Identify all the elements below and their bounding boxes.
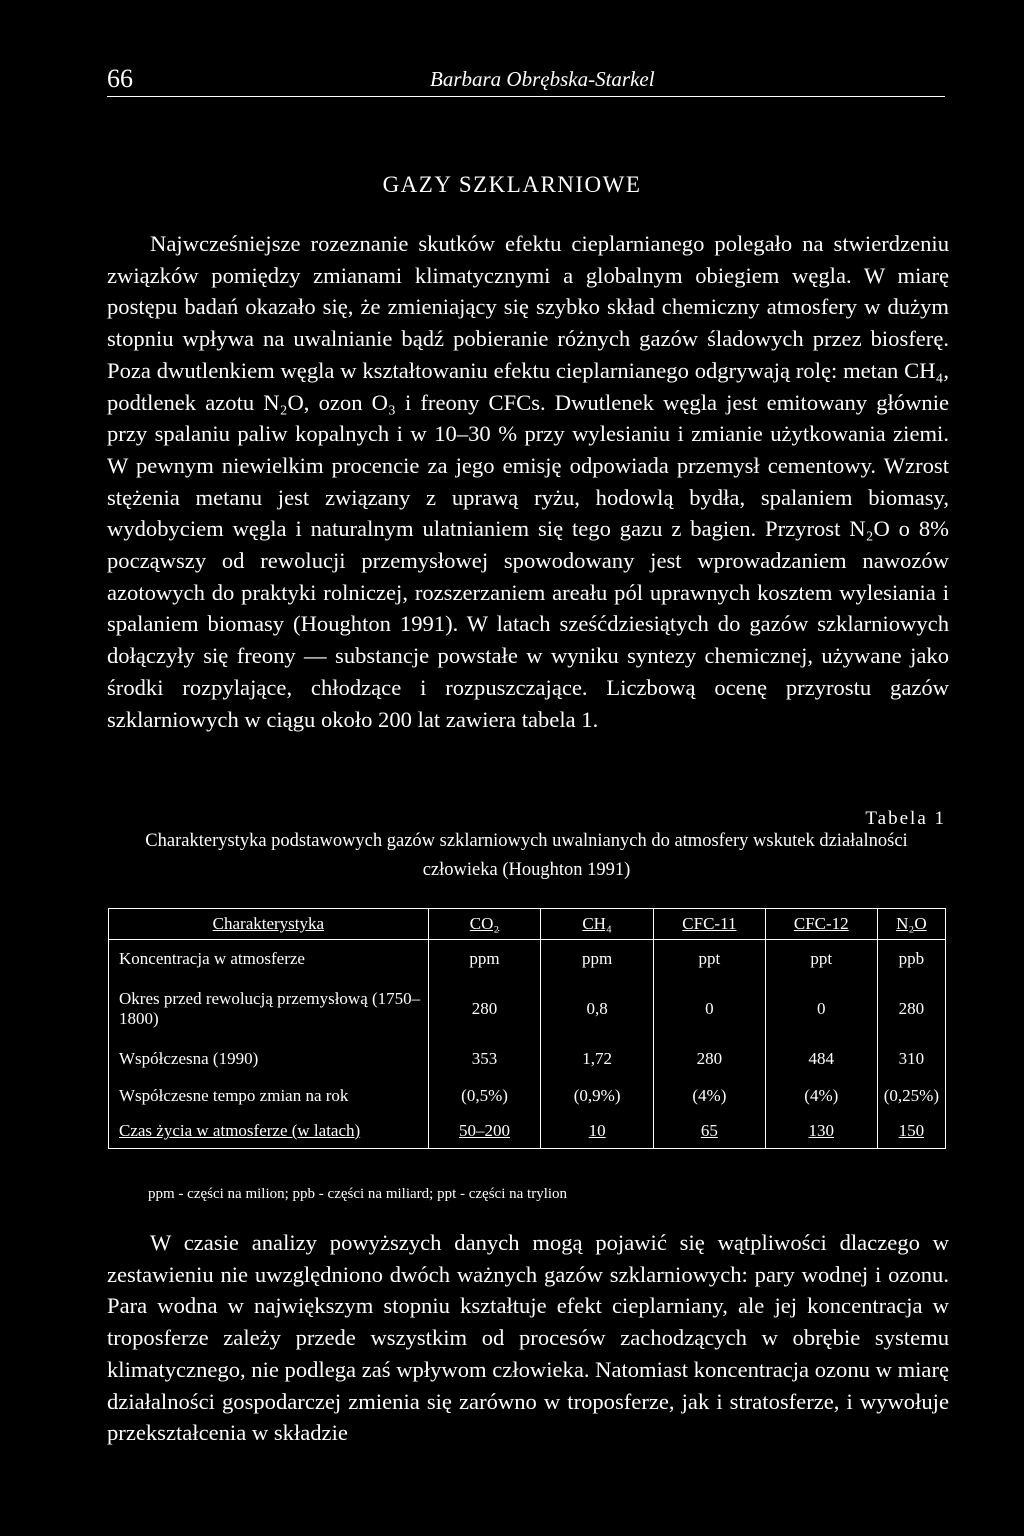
table-caption: Charakterystyka podstawowych gazów szklarniowych uwalnianych do atmosfery wskutek działalności człowieka (Houghton 1991) (145, 831, 908, 880)
table-cell: (0,5%) (428, 1078, 541, 1114)
table-cell: ppm (541, 940, 654, 979)
table-cell: 0 (765, 978, 877, 1040)
gas-table (108, 908, 946, 1149)
row-label: Współczesna (1990) (109, 1040, 429, 1078)
table-cell: 150 (877, 1114, 945, 1149)
table-cell: ppb (877, 940, 945, 979)
table-row (109, 978, 946, 1040)
table-cell: 10 (541, 1114, 654, 1149)
table-cell: 50–200 (428, 1114, 541, 1149)
paragraph-2: W czasie analizy powyższych danych mogą pojawić się wątpliwości dlaczego w zestawieniu nie uwzględniono dwóch ważnych gazów szklarniowych: pary wodnej i ozonu. Para wodna w największym stopniu kształtuje efekt cieplarniany, ale jej koncentracja w troposferze zależy przede wszystkim od procesów zachodzących w obrębie systemu klimatycznego, nie podlega zaś wpływom człowieka. Natomiast koncentracja ozonu w miarę działalności gospodarczej zmienia się zarówno w troposferze, jak i stratosferze, i wywołuje przekształcenia w składzie (107, 1230, 949, 1446)
header-characteristic: Charakterystyka (109, 909, 429, 940)
table-row (109, 940, 946, 979)
table-cell: 0,8 (541, 978, 654, 1040)
row-label: Okres przed rewolucją przemysłową (1750–1800) (109, 978, 429, 1040)
table-cell: ppt (653, 940, 765, 979)
header-n2o: N₂O (877, 909, 945, 940)
row-label: Współczesne tempo zmian na rok (109, 1078, 429, 1114)
table-cell: ppt (765, 940, 877, 979)
table-cell: ppm (428, 940, 541, 979)
header-cfc12: CFC-12 (765, 909, 877, 940)
table-cell: 1,72 (541, 1040, 654, 1078)
header-ch4: CH₄ (541, 909, 654, 940)
table-cell: 484 (765, 1040, 877, 1078)
table-header-row (109, 909, 946, 940)
header-cfc11: CFC-11 (653, 909, 765, 940)
page-number: 66 (107, 64, 133, 93)
table-cell: (4%) (653, 1078, 765, 1114)
table-label: Tabela 1 (865, 808, 946, 829)
header-co2: CO₂ (428, 909, 541, 940)
running-header (107, 60, 945, 97)
table-cell: 0 (653, 978, 765, 1040)
table-cell: (0,9%) (541, 1078, 654, 1114)
row-label: Czas życia w atmosferze (w latach) (109, 1114, 429, 1149)
table-cell: (0,25%) (877, 1078, 945, 1114)
running-author: Barbara Obrębska-Starkel (430, 67, 655, 91)
table-cell: 280 (877, 978, 945, 1040)
table-row (109, 1078, 946, 1114)
table-cell: 280 (428, 978, 541, 1040)
row-label: Koncentracja w atmosferze (109, 940, 429, 979)
table-row (109, 1040, 946, 1078)
table-cell: 130 (765, 1114, 877, 1149)
table-cell: (4%) (765, 1078, 877, 1114)
table-footnote: ppm - części na milion; ppb - części na miliard; ppt - części na trylion (148, 1186, 568, 1202)
table-cell: 280 (653, 1040, 765, 1078)
table-cell: 353 (428, 1040, 541, 1078)
table-cell: 65 (653, 1114, 765, 1149)
paragraph-1: Najwcześniejsze rozeznanie skutków efektu cieplarnianego polegało na stwierdzeniu związków pomiędzy zmianami klimatycznymi a globalnym obiegiem węgla. W miarę postępu badań okazało się, że zmieniający się szybko skład chemiczny atmosfery w dużym stopniu wpływa na uwalnianie bądź pobieranie różnych gazów śladowych przez biosferę. Poza dwutlenkiem węgla w kształtowaniu efektu cieplarnianego odgrywają rolę: metan CH₄, podtlenek azotu N₂O, ozon O₃ i freony CFCs. Dwutlenek węgla jest emitowany głównie przy spalaniu paliw kopalnych i w 10–30 % przy wylesianiu i zmianie użytkowania ziemi. W pewnym niewielkim procencie za jego emisję odpowiada przemysł cementowy. Wzrost stężenia metanu jest związany z uprawą ryżu, hodowlą bydła, spalaniem biomasy, wydobyciem węgla i naturalnym ulatnianiem się tego gazu z bagien. Przyrost N₂O o 8% począwszy od rewolucji przemysłowej spowodowany jest wprowadzaniem nawozów azotowych do praktyki rolniczej, rozszerzaniem areału pól uprawnych kosztem wylesiania i spalaniem biomasy (Houghton 1991). W latach sześćdziesiątych do gazów szklarniowych dołączyły się freony — substancje powstałe w wyniku syntezy chemicznej, używane jako środki rozpylające, chłodzące i rozpuszczające. Liczbową ocenę przyrostu gazów szklarniowych w ciągu około 200 lat zawiera tabela 1. (107, 231, 949, 732)
table-row (109, 1114, 946, 1149)
section-title: GAZY SZKLARNIOWE (382, 172, 642, 197)
table-cell: 310 (877, 1040, 945, 1078)
